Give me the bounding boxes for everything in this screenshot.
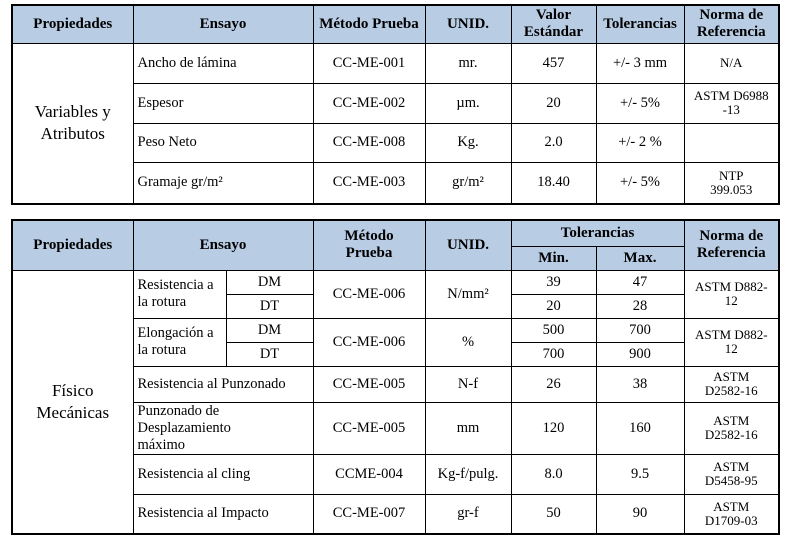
header-tolerancias: Tolerancias	[596, 5, 684, 43]
norma-cell: ASTM D5458-95	[684, 454, 779, 494]
metodo-cell: CC-ME-002	[313, 83, 425, 123]
ensayo-cell: Espesor	[133, 83, 313, 123]
unid-cell: µm.	[425, 83, 511, 123]
header-norma: Norma de Referencia	[684, 5, 779, 43]
table-row	[12, 43, 779, 83]
direction-cell: DM	[226, 270, 313, 294]
unid-cell: Kg-f/pulg.	[425, 454, 511, 494]
max-cell: 160	[596, 402, 684, 454]
ensayo-cell: Elongación a la rotura	[133, 318, 226, 366]
unid-cell: N-f	[425, 366, 511, 402]
header-metodo: Método Prueba	[313, 5, 425, 43]
direction-cell: DT	[226, 294, 313, 318]
min-cell: 500	[511, 318, 596, 342]
table-header-row	[12, 5, 779, 43]
header-ensayo: Ensayo	[133, 220, 313, 270]
header-ensayo: Ensayo	[133, 5, 313, 43]
unid-cell: %	[425, 318, 511, 366]
max-cell: 90	[596, 494, 684, 534]
tolerancia-cell: +/- 3 mm	[596, 43, 684, 83]
metodo-cell: CC-ME-005	[313, 366, 425, 402]
unid-cell: gr/m²	[425, 162, 511, 204]
max-cell: 900	[596, 342, 684, 366]
metodo-cell: CC-ME-008	[313, 123, 425, 162]
header-propiedades: Propiedades	[12, 5, 133, 43]
header-norma: Norma de Referencia	[684, 220, 779, 270]
unid-cell: mm	[425, 402, 511, 454]
norma-cell: ASTM D882-12	[684, 318, 779, 366]
min-cell: 26	[511, 366, 596, 402]
metodo-cell: CC-ME-006	[313, 270, 425, 318]
unid-cell: Kg.	[425, 123, 511, 162]
ensayo-cell: Ancho de lámina	[133, 43, 313, 83]
header-propiedades: Propiedades	[12, 220, 133, 270]
direction-cell: DM	[226, 318, 313, 342]
min-cell: 39	[511, 270, 596, 294]
group-label: Variables y Atributos	[12, 43, 133, 204]
ensayo-cell: Resistencia a la rotura	[133, 270, 226, 318]
header-tolerancias: Tolerancias	[511, 220, 684, 246]
valor-cell: 18.40	[511, 162, 596, 204]
min-cell: 120	[511, 402, 596, 454]
ensayo-cell: Peso Neto	[133, 123, 313, 162]
metodo-cell: CC-ME-003	[313, 162, 425, 204]
norma-cell: ASTM D1709-03	[684, 494, 779, 534]
max-cell: 9.5	[596, 454, 684, 494]
norma-cell	[684, 123, 779, 162]
metodo-cell: CC-ME-001	[313, 43, 425, 83]
valor-cell: 457	[511, 43, 596, 83]
max-cell: 28	[596, 294, 684, 318]
unid-cell: mr.	[425, 43, 511, 83]
norma-cell: N/A	[684, 43, 779, 83]
min-cell: 20	[511, 294, 596, 318]
group-label: Físico Mecánicas	[12, 270, 133, 534]
header-max: Max.	[596, 246, 684, 270]
header-unid: UNID.	[425, 5, 511, 43]
valor-cell: 20	[511, 83, 596, 123]
max-cell: 700	[596, 318, 684, 342]
fisico-mecanicas-table	[11, 219, 780, 535]
norma-cell: ASTM D6988 -13	[684, 83, 779, 123]
ensayo-cell: Punzonado de Desplazamiento máximo	[133, 402, 313, 454]
header-metodo: Método Prueba	[313, 220, 425, 270]
norma-cell: NTP 399.053	[684, 162, 779, 204]
norma-cell: ASTM D2582-16	[684, 366, 779, 402]
unid-cell: N/mm²	[425, 270, 511, 318]
metodo-cell: CC-ME-007	[313, 494, 425, 534]
norma-cell: ASTM D2582-16	[684, 402, 779, 454]
tolerancia-cell: +/- 5%	[596, 83, 684, 123]
header-unid: UNID.	[425, 220, 511, 270]
max-cell: 38	[596, 366, 684, 402]
min-cell: 50	[511, 494, 596, 534]
variables-atributos-table	[11, 4, 780, 205]
valor-cell: 2.0	[511, 123, 596, 162]
max-cell: 47	[596, 270, 684, 294]
min-cell: 700	[511, 342, 596, 366]
metodo-cell: CCME-004	[313, 454, 425, 494]
metodo-cell: CC-ME-006	[313, 318, 425, 366]
ensayo-cell: Gramaje gr/m²	[133, 162, 313, 204]
direction-cell: DT	[226, 342, 313, 366]
ensayo-cell: Resistencia al Impacto	[133, 494, 313, 534]
header-min: Min.	[511, 246, 596, 270]
tolerancia-cell: +/- 5%	[596, 162, 684, 204]
unid-cell: gr-f	[425, 494, 511, 534]
table-header-row	[12, 220, 779, 246]
ensayo-cell: Resistencia al cling	[133, 454, 313, 494]
tolerancia-cell: +/- 2 %	[596, 123, 684, 162]
ensayo-cell: Resistencia al Punzonado	[133, 366, 313, 402]
header-valor: Valor Estándar	[511, 5, 596, 43]
table-row	[12, 270, 779, 294]
min-cell: 8.0	[511, 454, 596, 494]
norma-cell: ASTM D882-12	[684, 270, 779, 318]
metodo-cell: CC-ME-005	[313, 402, 425, 454]
